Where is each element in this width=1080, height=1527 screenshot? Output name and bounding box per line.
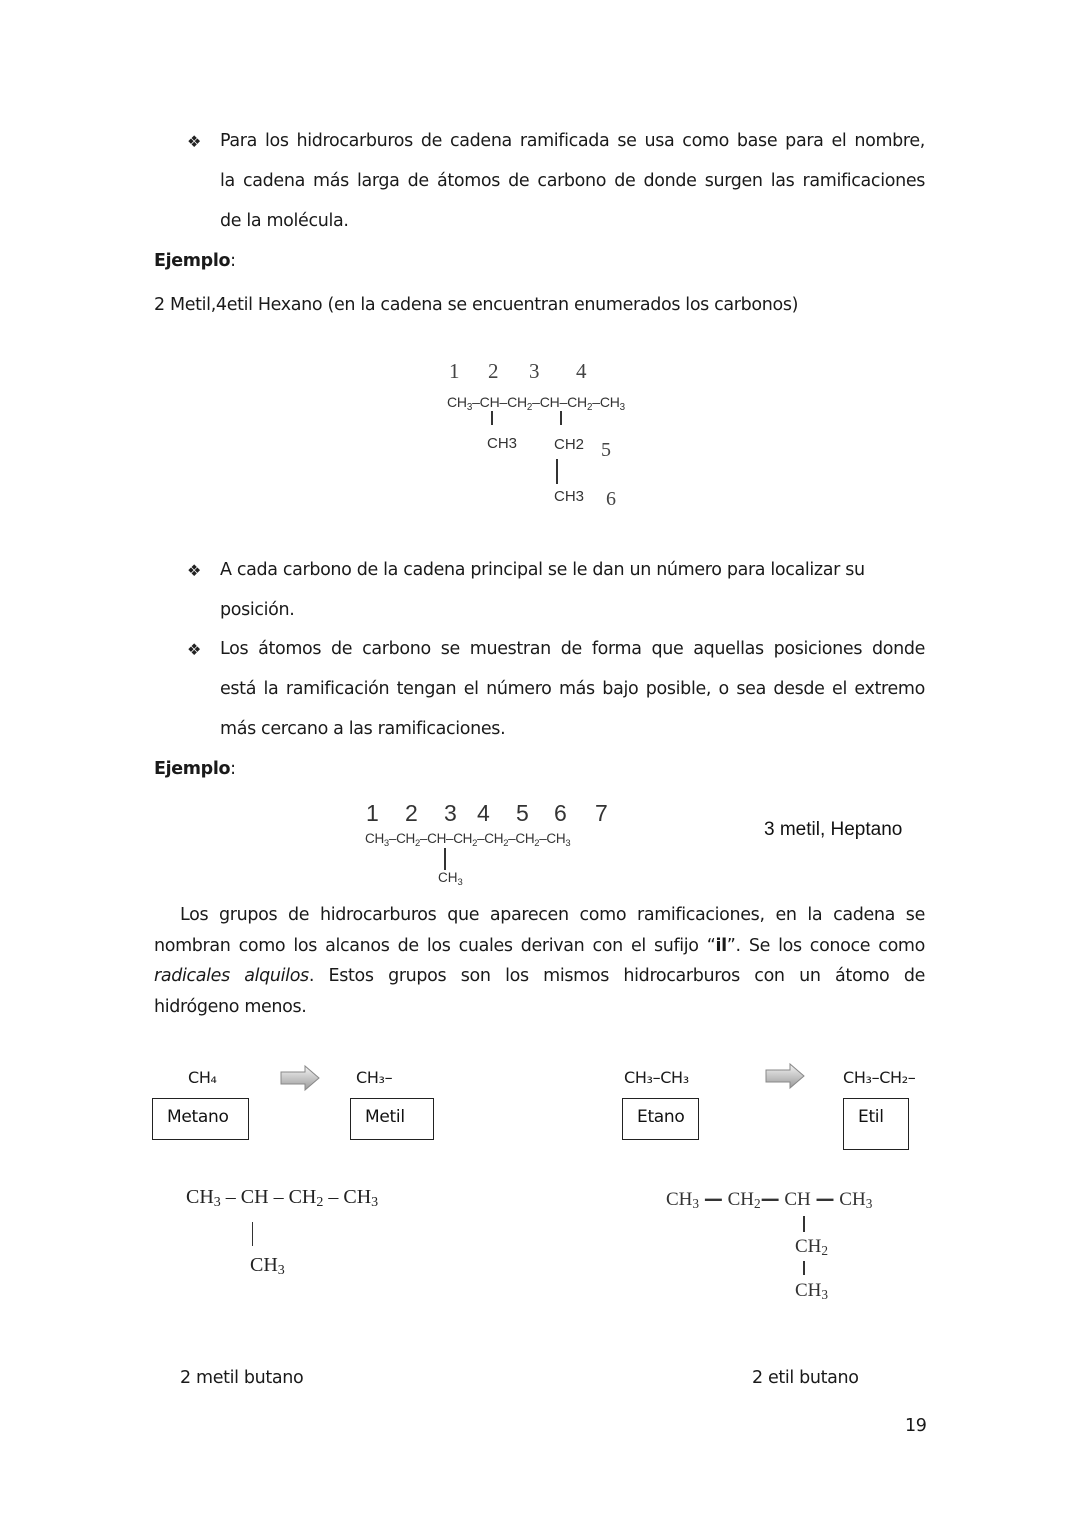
structure-2-metil-4-etil-hexano [430,355,680,520]
example-heading [154,759,236,779]
bond-line [803,1261,805,1275]
main-chain-formula: $CH_3$ — $CH_2—$ CH — $CH_3$ [666,1188,873,1211]
bullet-text-line: la cadena más larga de átomos de carbono de donde surgen las ramificaciones [220,171,925,191]
bullet-text-line: Para los hidrocarburos de cadena ramificada se usa como base para el nombre, [220,131,925,151]
carbon-number: 5 [516,800,529,826]
formula-methyl: CH₃– [356,1068,393,1087]
carbon-number: 6 [554,800,567,826]
box-metil: Metil [350,1098,434,1140]
bullet-text-line: está la ramificación tengan el número más bajo posible, o sea desde el extremo [220,679,925,699]
bond-line [252,1222,253,1246]
box-etano: Etano [622,1098,699,1140]
carbon-number: 5 [601,439,611,461]
box-etil: Etil [843,1098,909,1150]
example-label: Ejemplo [154,759,231,779]
branch-ch3: $CH_3$ [795,1280,829,1302]
structure-name: 2 etil butano [752,1368,859,1388]
bullet-text-line: posición. [220,600,295,620]
branch-methyl: $CH_3$ [438,870,463,888]
bullet-text-line: A cada carbono de la cadena principal se le dan un número para localizar su [220,560,865,580]
diamond-bullet-icon: ❖ [187,134,202,151]
branch-ch2: $CH_2$ [795,1236,829,1258]
box-metano: Metano [152,1098,249,1140]
branch-methyl: $CH_3$ [250,1254,285,1278]
formula-ethyl: CH₃–CH₂– [843,1068,916,1087]
bond-line [556,459,558,484]
example-label: Ejemplo [154,251,231,271]
carbon-number: 3 [444,800,457,826]
branch-ethyl-ch2: CH2 [554,436,585,453]
right-arrow-icon [765,1062,805,1090]
branch-ethyl-ch3: CH3 [554,488,585,505]
bond-line [560,411,562,425]
example-colon: : [230,251,236,271]
structure-2-etil-butano [666,1188,906,1313]
diamond-bullet-icon: ❖ [187,642,202,659]
example-heading [154,251,236,271]
bond-line [491,411,493,425]
carbon-number: 1 [366,800,379,826]
bond-line [444,848,446,870]
carbon-number: 2 [405,800,418,826]
structure-3-metil-heptano [360,798,630,893]
radicales-alquilos: radicales alquilos [154,966,309,986]
diamond-bullet-icon: ❖ [187,563,202,580]
carbon-number: 1 [449,359,460,383]
structure-name: 2 metil butano [180,1368,304,1388]
carbon-number: 4 [576,359,587,383]
main-chain-formula: $CH_3-CH_2-CH-CH_2-CH_2-CH_2-CH_3$ [365,831,571,849]
paragraph-line: radicales alquilos. Estos grupos son los mismos hidrocarburos con un átomo de [154,966,925,986]
example-colon: : [230,759,236,779]
carbon-number: 6 [606,488,616,510]
carbon-number: 4 [477,800,490,826]
example-caption: 2 Metil,4etil Hexano (en la cadena se encuentran enumerados los carbonos) [154,295,799,315]
main-chain-formula: $CH_3$ – CH – $CH_2 - CH_3$ [186,1186,379,1210]
right-arrow-icon [280,1064,320,1092]
paragraph-line: hidrógeno menos. [154,997,307,1017]
formula-methane: CH₄ [188,1068,217,1087]
carbon-number: 2 [488,359,499,383]
carbon-number: 7 [595,800,608,826]
main-chain-formula: $CH_3-CH-CH_2-CH-CH_2-CH_3$ [447,394,625,413]
structure-2-metil-butano [186,1186,426,1286]
bullet-text-line: Los átomos de carbono se muestran de forma que aquellas posiciones donde [220,639,925,659]
page-number: 19 [905,1416,927,1436]
bond-line [803,1216,805,1232]
formula-ethane: CH₃–CH₃ [624,1068,689,1087]
paragraph-line: Los grupos de hidrocarburos que aparecen como ramificaciones, en la cadena se [180,905,925,925]
carbon-number: 3 [529,359,540,383]
bullet-text-line: de la molécula. [220,211,349,231]
suffix-il: il [715,936,727,956]
branch-methyl: CH3 [487,435,518,452]
structure-name: 3 metil, Heptano [764,819,903,840]
paragraph-line: nombran como los alcanos de los cuales derivan con el sufijo “il”. Se los conoce como [154,936,925,956]
bullet-text-line: más cercano a las ramificaciones. [220,719,506,739]
